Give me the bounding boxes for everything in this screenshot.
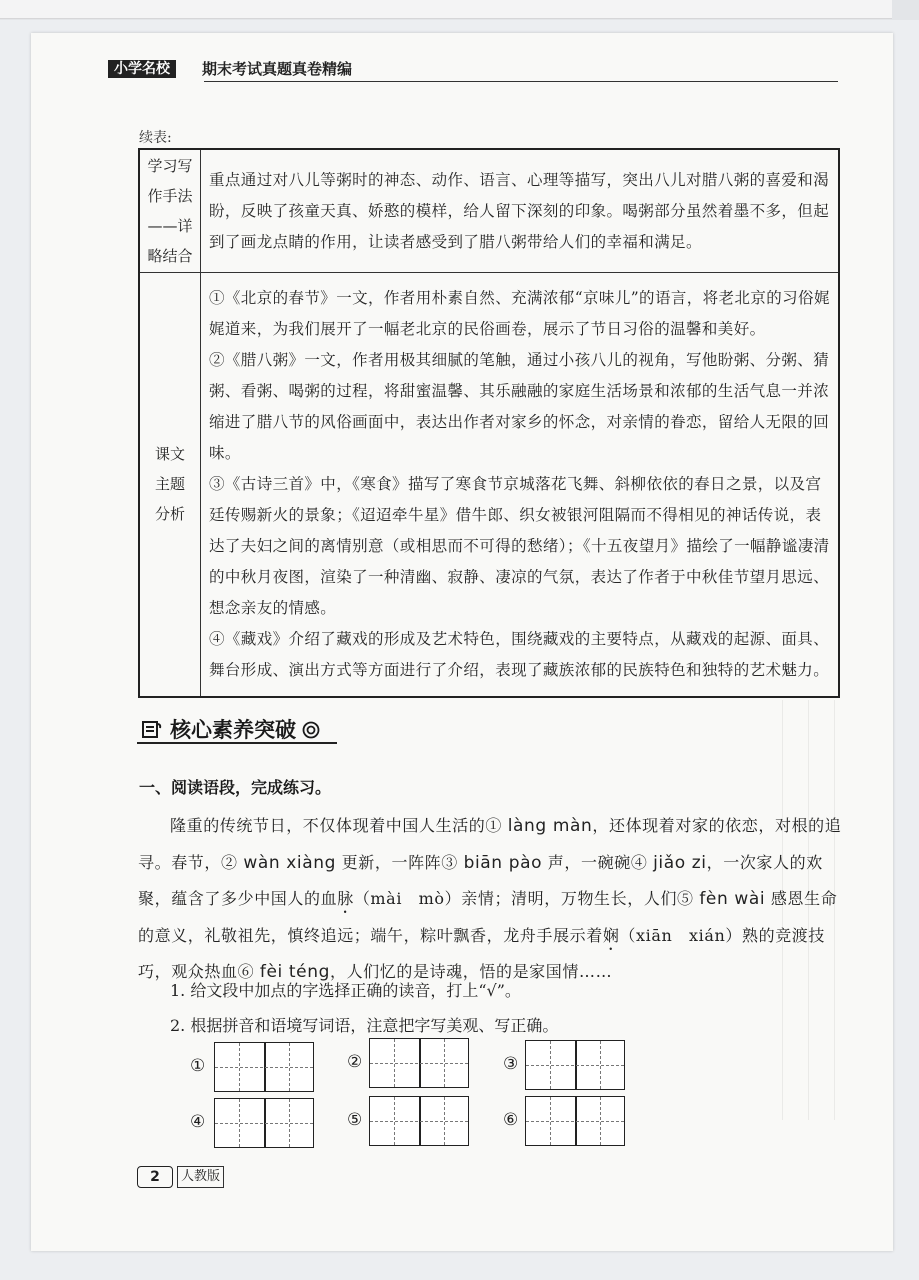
theme-paragraph: ③《古诗三首》中，《寒食》描写了寒食节京城落花飞舞、斜柳依依的春日之景，以及宫廷传赐新火的景象；《迢迢牵牛星》借牛郎、织女被银河阻隔而不得相见的神话传说，表达了夫妇之间的离情别意（或相思而不可得的愁绪）；《十五夜望月》描绘了一幅静谧凄清的中秋月夜图，渲染了一种清幽、寂静、凄凉的气氛，表达了作者于中秋佳节望月思远、想念亲友的情感。 — [209, 474, 830, 617]
row-label-line: 主题 — [154, 475, 185, 494]
row-label-line: 学习写 — [147, 157, 193, 175]
row-label-line: 略结合 — [147, 247, 193, 265]
passage-text: ，人们忆的是诗魂，悟的是家国情…… — [329, 961, 613, 981]
pinyin-cue: làng màn — [507, 816, 593, 836]
blank-number: ③ — [441, 852, 458, 872]
tianzige-box[interactable] — [369, 1038, 469, 1088]
dotted-character: 脉 — [337, 889, 354, 908]
section-title-text: 核心素养突破 — [170, 718, 296, 742]
table-row — [139, 273, 839, 697]
tianzige-box[interactable] — [369, 1096, 469, 1146]
blank-number: ② — [221, 852, 238, 872]
top-bar-strip — [0, 0, 892, 19]
theme-paragraph: ②《腊八粥》一文，作者用极其细腻的笔触，通过小孩八儿的视角，写他盼粥、分粥、猜粥、看粥、喝粥的过程，将甜蜜温馨、其乐融融的家庭生活场景和浓郁的生活气息一并浓缩进了腊八节的风俗画面中，表达出作者对家乡的怀念，对亲情的眷恋，留给人无限的回味。 — [209, 350, 830, 462]
row-label-line: ——详 — [147, 217, 193, 235]
row-label-theme — [139, 273, 201, 697]
tianzige-box[interactable] — [214, 1098, 314, 1148]
section-underline — [137, 742, 337, 744]
scroll-icon — [140, 718, 162, 740]
row-body-theme — [201, 273, 840, 697]
tianzige-box[interactable] — [525, 1096, 625, 1146]
pinyin-cue: fèn wài — [699, 889, 766, 909]
grid-number: ③ — [503, 1054, 519, 1074]
blank-number: ① — [485, 816, 503, 835]
grid-number: ② — [347, 1052, 363, 1072]
task-2: 2. 根据拼音和语境写词语，注意把字写美观、写正确。 — [170, 1016, 559, 1035]
passage-text: 感恩生命的意义，礼敬祖先，慎终追远；端午，粽叶飘香，龙舟手展示着 — [138, 889, 838, 945]
row-body-writing — [201, 149, 840, 273]
task-1: 1. 给文段中加点的字选择正确的读音，打上“√”。 — [170, 981, 521, 1000]
theme-paragraph: ①《北京的春节》一文，作者用朴素自然、充满浓郁“京味儿”的语言，将老北京的习俗娓娓道来，为我们展开了一幅老北京的民俗画卷，展示了节日习俗的温馨和美好。 — [209, 288, 830, 338]
pinyin-cue: wàn xiàng — [243, 852, 336, 873]
header-rule — [204, 81, 838, 82]
grid-number: ⑤ — [347, 1110, 363, 1130]
grid-number: ① — [190, 1056, 206, 1076]
page-header — [108, 57, 838, 83]
edition-label: 人教版 — [177, 1166, 224, 1188]
theme-paragraph: ④《藏戏》介绍了藏戏的形成及艺术特色，围绕藏戏的主要特点，从藏戏的起源、面具、舞台形成、演出方式等方面进行了介绍，表现了藏族浓郁的民族特色和独特的艺术魅力。 — [209, 629, 830, 679]
continued-label: 续表: — [139, 130, 172, 146]
tianzige-box[interactable] — [214, 1042, 314, 1092]
blank-number: ⑤ — [677, 889, 694, 908]
pinyin-cue: biān pào — [463, 852, 543, 873]
writing-grids — [190, 1038, 650, 1150]
page-number: 2 — [137, 1166, 173, 1188]
tianzige-box[interactable] — [525, 1040, 625, 1090]
top-bar — [0, 0, 919, 20]
passage-text: ，还体现着对家的依恋，对根的追寻。春节， — [138, 816, 842, 872]
question-heading: 一、阅读语段，完成练习。 — [139, 778, 332, 797]
series-title: 期末考试真题真卷精编 — [202, 60, 353, 78]
dotted-character: 娴 — [602, 925, 620, 945]
passage-text: ，一次家人的欢聚，蕴含了多少中国人的血 — [138, 852, 823, 908]
blank-number: ⑥ — [237, 961, 255, 981]
grid-number: ⑥ — [503, 1110, 519, 1130]
passage-text: 隆重的传统节日，不仅体现着中国人生活的 — [170, 816, 486, 835]
passage-paragraph — [138, 808, 842, 990]
passage-text: （mài mò）亲情；清明，万物生长，人们 — [353, 889, 678, 908]
row-label-line: 课文 — [154, 445, 185, 464]
pinyin-cue: jiǎo zi — [653, 852, 707, 873]
row-label-line: 作手法 — [147, 187, 193, 205]
analysis-table — [138, 148, 840, 698]
passage-text: 声，一碗碗 — [547, 852, 631, 872]
reading-passage — [138, 808, 842, 990]
passage-text: 更新，一阵阵 — [341, 852, 442, 872]
table-row — [139, 149, 839, 273]
row-text: 重点通过对八儿等粥时的神态、动作、语言、心理等描写，突出八儿对腊八粥的喜爱和渴盼，反映了孩童天真、娇憨的模样，给人留下深刻的印象。喝粥部分虽然着墨不多，但起到了画龙点睛的作用，让读者感受到了腊八粥带给人们的幸福和满足。 — [209, 170, 830, 251]
grid-number: ④ — [190, 1112, 206, 1132]
pinyin-cue: fèi téng — [259, 961, 330, 982]
brand-label: 小学名校 — [108, 60, 176, 78]
passage-text: （xiān xián）熟的竞渡技巧，观众热血 — [138, 925, 825, 981]
row-label-writing — [139, 149, 201, 273]
row-label-line: 分析 — [154, 505, 185, 524]
blank-number: ④ — [630, 852, 648, 872]
target-icon — [302, 721, 320, 739]
